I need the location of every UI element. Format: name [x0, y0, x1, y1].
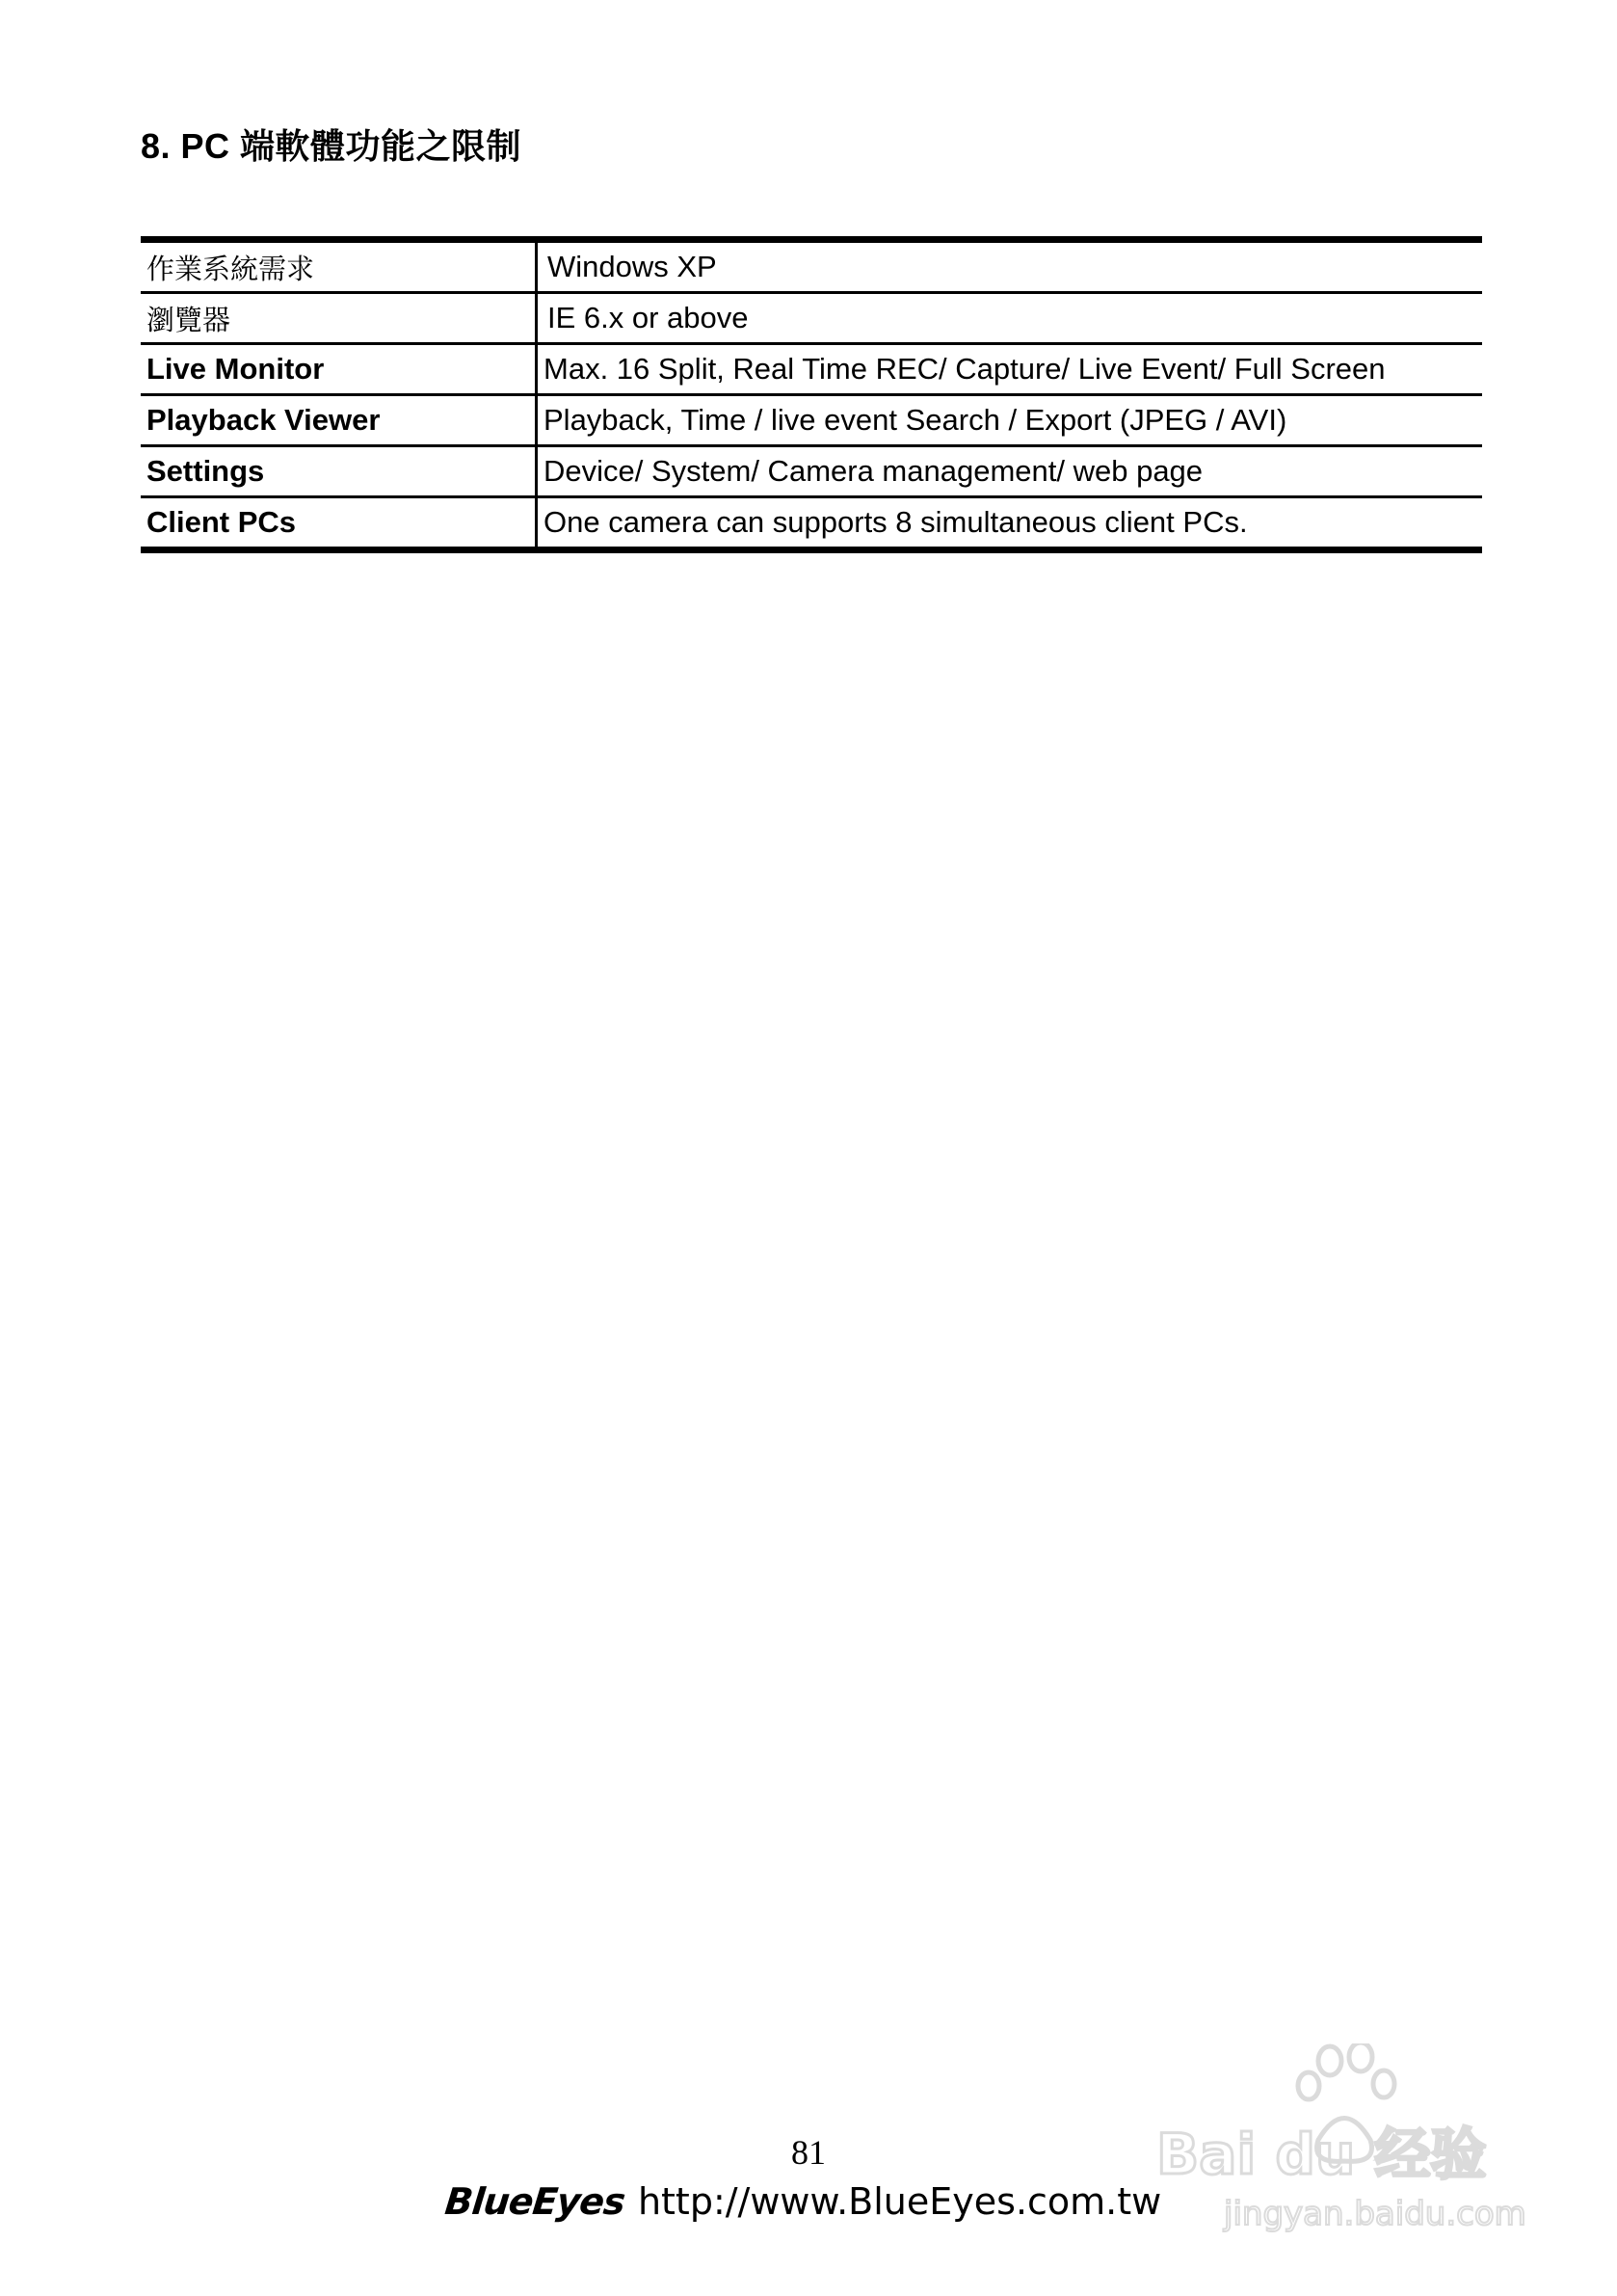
- brand-logo: BlueEyes: [442, 2180, 627, 2223]
- spec-key: Playback Viewer: [141, 396, 538, 444]
- spec-value: Playback, Time / live event Search / Export (JPEG / AVI): [543, 403, 1287, 437]
- table-row: [141, 294, 1482, 345]
- table-row: [141, 243, 1482, 294]
- spec-table: [141, 236, 1482, 553]
- footer: [442, 2180, 1162, 2223]
- spec-value: Windows XP: [547, 250, 717, 283]
- watermark-line2: jingyan.baidu.com: [1224, 2195, 1526, 2233]
- spec-key: Settings: [141, 447, 538, 495]
- spec-value: Max. 16 Split, Real Time REC/ Capture/ Live Event/ Full Screen: [543, 352, 1386, 386]
- table-row: [141, 396, 1482, 447]
- spec-key: 瀏覽器: [141, 294, 538, 342]
- spec-value: IE 6.x or above: [547, 301, 749, 334]
- watermark-line1: Bai du 经验: [1156, 2122, 1487, 2187]
- spec-value: Device/ System/ Camera management/ web page: [543, 454, 1204, 488]
- table-row: [141, 447, 1482, 498]
- page-number: 81: [791, 2133, 826, 2172]
- spec-key: Live Monitor: [141, 345, 538, 393]
- table-row: [141, 345, 1482, 396]
- spec-key: 作業系統需求: [141, 243, 538, 291]
- spec-key: Client PCs: [141, 498, 538, 547]
- table-row: [141, 498, 1482, 547]
- baidu-watermark: [1147, 2043, 1532, 2236]
- footer-url: http://www.BlueEyes.com.tw: [637, 2180, 1162, 2223]
- section-title: 8. PC 端軟體功能之限制: [141, 126, 522, 166]
- spec-value: One camera can supports 8 simultaneous client PCs.: [543, 505, 1248, 539]
